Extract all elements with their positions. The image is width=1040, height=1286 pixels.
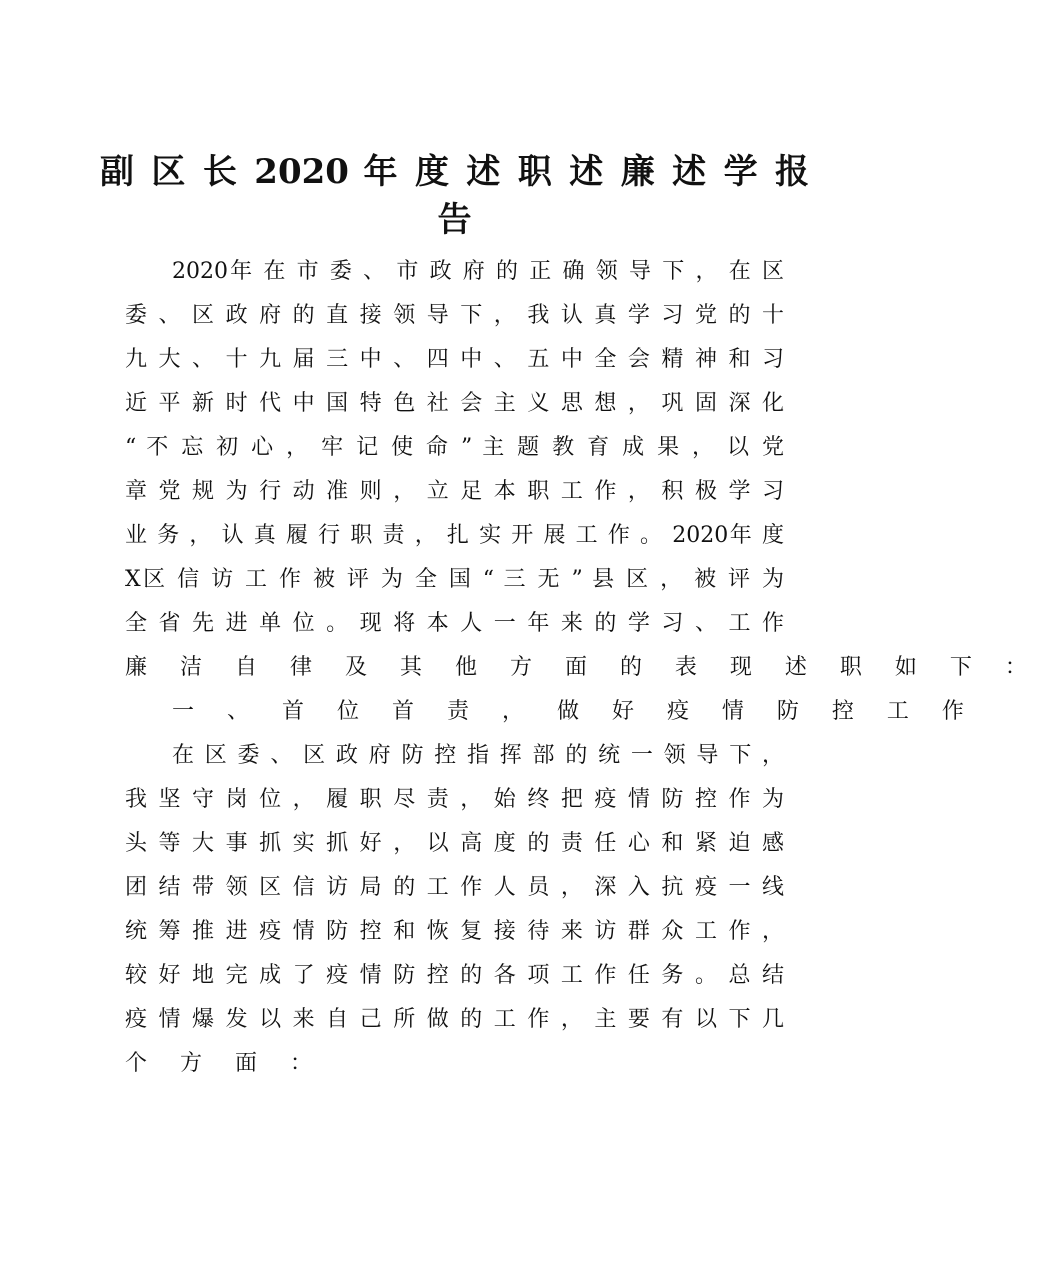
document-title-line-2: 告 bbox=[437, 200, 472, 240]
paragraph-1-line-5: “ 不 忘 初 心 ， 牢 记 使 命 ” 主 题 教 育 成 果 ， 以 党 bbox=[125, 435, 784, 460]
paragraph-3-line-7: 疫 情 爆 发 以 来 自 己 所 做 的 工 作 ， 主 要 有 以 下 几 bbox=[125, 1007, 784, 1032]
paragraph-1-line-8: X区 信 访 工 作 被 评 为 全 国 “ 三 无 ” 县 区 ， 被 评 为 bbox=[125, 567, 784, 592]
paragraph-1-line-4: 近 平 新 时 代 中 国 特 色 社 会 主 义 思 想 ， 巩 固 深 化 bbox=[125, 391, 784, 416]
section-heading-1: 一 、 首 位 首 责 ， 做 好 疫 情 防 控 工 作 bbox=[172, 699, 977, 724]
paragraph-3-line-1: 在 区 委 、 区 政 府 防 控 指 挥 部 的 统 一 领 导 下 ， bbox=[172, 743, 784, 768]
paragraph-1-line-3: 九 大 、 十 九 届 三 中 、 四 中 、 五 中 全 会 精 神 和 习 bbox=[125, 347, 784, 372]
document-title-line-1: 副 区 长 2020 年 度 述 职 述 廉 述 学 报 bbox=[100, 152, 809, 192]
paragraph-3-line-2: 我 坚 守 岗 位 ， 履 职 尽 责 ， 始 终 把 疫 情 防 控 作 为 bbox=[125, 787, 784, 812]
paragraph-3-line-6: 较 好 地 完 成 了 疫 情 防 控 的 各 项 工 作 任 务 。 总 结 bbox=[125, 963, 784, 988]
paragraph-1-line-9: 全 省 先 进 单 位 。 现 将 本 人 一 年 来 的 学 习 、 工 作 bbox=[125, 611, 784, 636]
paragraph-1-line-6: 章 党 规 为 行 动 准 则 ， 立 足 本 职 工 作 ， 积 极 学 习 bbox=[125, 479, 784, 504]
paragraph-1-line-10: 廉 洁 自 律 及 其 他 方 面 的 表 现 述 职 如 下 ： bbox=[125, 655, 1040, 680]
paragraph-1-line-2: 委 、 区 政 府 的 直 接 领 导 下 ， 我 认 真 学 习 党 的 十 bbox=[125, 303, 784, 328]
paragraph-3-line-8: 个 方 面 ： bbox=[125, 1051, 325, 1076]
paragraph-3-line-4: 团 结 带 领 区 信 访 局 的 工 作 人 员 ， 深 入 抗 疫 一 线 bbox=[125, 875, 784, 900]
paragraph-3-line-5: 统 筹 推 进 疫 情 防 控 和 恢 复 接 待 来 访 群 众 工 作 ， bbox=[125, 919, 784, 944]
paragraph-1-line-1: 2020年 在 市 委 、 市 政 府 的 正 确 领 导 下 ， 在 区 bbox=[172, 259, 784, 284]
paragraph-1-line-7: 业 务 ， 认 真 履 行 职 责 ， 扎 实 开 展 工 作 。 2020年 度 bbox=[125, 523, 784, 548]
paragraph-3-line-3: 头 等 大 事 抓 实 抓 好 ， 以 高 度 的 责 任 心 和 紧 迫 感 bbox=[125, 831, 784, 856]
